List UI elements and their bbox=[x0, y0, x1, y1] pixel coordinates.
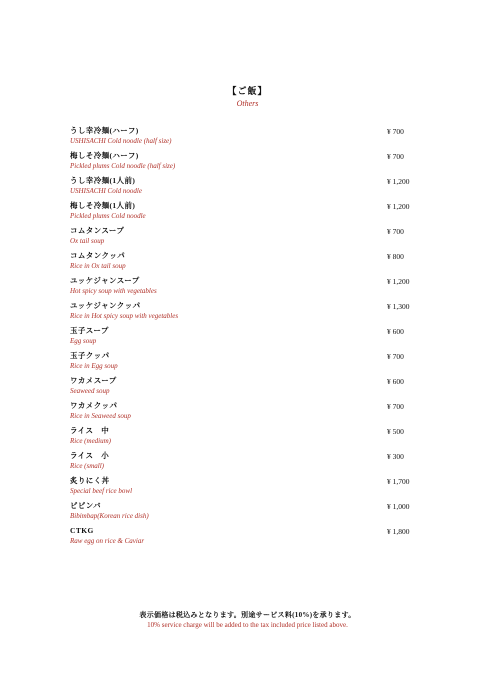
item-name-jp: ワカメスープ bbox=[70, 376, 117, 385]
item-name-en: USHISACHI Cold noodle bbox=[70, 187, 142, 195]
item-name-jp: ワカメクッパ bbox=[70, 401, 118, 410]
item-name-jp: コムタンスープ bbox=[70, 226, 125, 235]
menu-item bbox=[70, 376, 420, 401]
item-price: ¥ 500 bbox=[387, 427, 404, 436]
menu-item bbox=[70, 526, 420, 551]
footer-note bbox=[0, 610, 495, 630]
section-title-en: Others bbox=[236, 99, 259, 108]
menu-item bbox=[70, 476, 420, 501]
menu-item bbox=[70, 351, 420, 376]
item-price: ¥ 600 bbox=[387, 327, 404, 336]
item-price: ¥ 800 bbox=[387, 252, 404, 261]
menu-list bbox=[70, 126, 420, 551]
item-price: ¥ 700 bbox=[387, 127, 404, 136]
tax-note-jp: 表示価格は税込みとなります。別途サービス料(10%)を承ります。 bbox=[139, 611, 356, 619]
item-name-en: Rice (medium) bbox=[70, 437, 112, 445]
item-price: ¥ 700 bbox=[387, 227, 404, 236]
item-name-jp: ライス 中 bbox=[70, 426, 110, 435]
item-price: ¥ 1,200 bbox=[387, 277, 410, 286]
section-title-jp: 【ご飯】 bbox=[227, 86, 268, 96]
item-name-jp: 梅しそ冷麺(1人前) bbox=[70, 201, 136, 210]
item-name-en: Special beef rice bowl bbox=[70, 487, 133, 495]
item-name-jp: ビビンバ bbox=[70, 501, 102, 510]
menu-header bbox=[0, 86, 495, 109]
item-price: ¥ 1,000 bbox=[387, 502, 410, 511]
menu-item bbox=[70, 451, 420, 476]
item-name-jp: ライス 小 bbox=[70, 451, 110, 460]
item-name-jp: ユッケジャンクッパ bbox=[70, 301, 141, 310]
item-name-jp: ユッケジャンスープ bbox=[70, 276, 140, 285]
service-charge-note-en: 10% service charge will be added to the tax included price listed above. bbox=[147, 621, 348, 629]
item-price: ¥ 700 bbox=[387, 152, 404, 161]
item-price: ¥ 600 bbox=[387, 377, 404, 386]
item-name-jp: 玉子スープ bbox=[70, 326, 109, 335]
item-price: ¥ 700 bbox=[387, 402, 404, 411]
item-name-en: Ox tail soup bbox=[70, 237, 105, 245]
item-name-en: USHISACHI Cold noodle (half size) bbox=[70, 137, 172, 145]
item-name-en: Pickled plums Cold noodle bbox=[70, 212, 146, 220]
item-name-en: Hot spicy soup with vegetables bbox=[70, 287, 157, 295]
menu-item bbox=[70, 326, 420, 351]
item-price: ¥ 300 bbox=[387, 452, 404, 461]
item-name-en: Bibimbap(Korean rice dish) bbox=[70, 512, 149, 520]
menu-item bbox=[70, 276, 420, 301]
item-price: ¥ 1,800 bbox=[387, 527, 410, 536]
item-name-en: Rice in Egg soup bbox=[70, 362, 118, 370]
item-name-jp: うし幸冷麺(ハーフ) bbox=[70, 126, 139, 135]
menu-item bbox=[70, 126, 420, 151]
menu-item bbox=[70, 426, 420, 451]
menu-item bbox=[70, 401, 420, 426]
item-name-en: Rice in Hot spicy soup with vegetables bbox=[70, 312, 179, 320]
item-price: ¥ 1,700 bbox=[387, 477, 410, 486]
menu-item bbox=[70, 251, 420, 276]
item-price: ¥ 1,200 bbox=[387, 177, 410, 186]
item-name-en: Rice in Seaweed soup bbox=[70, 412, 131, 420]
item-name-en: Pickled plums Cold noodle (half size) bbox=[70, 162, 176, 170]
menu-item bbox=[70, 501, 420, 526]
item-price: ¥ 1,200 bbox=[387, 202, 410, 211]
menu-item bbox=[70, 151, 420, 176]
item-name-jp: うし幸冷麺(1人前) bbox=[70, 176, 136, 185]
item-name-en: Rice (small) bbox=[70, 462, 105, 470]
item-name-en: Egg soup bbox=[70, 337, 97, 345]
menu-item bbox=[70, 176, 420, 201]
item-name-en: Raw egg on rice & Caviar bbox=[70, 537, 145, 545]
item-name-en: Rice in Ox tail soup bbox=[70, 262, 126, 270]
item-name-jp: CTKG bbox=[70, 526, 94, 535]
menu-item bbox=[70, 201, 420, 226]
menu-item bbox=[70, 226, 420, 251]
item-price: ¥ 700 bbox=[387, 352, 404, 361]
menu-item bbox=[70, 301, 420, 326]
item-name-jp: 玉子クッパ bbox=[70, 351, 110, 360]
item-name-jp: 梅しそ冷麺(ハーフ) bbox=[70, 151, 139, 160]
item-name-jp: コムタンクッパ bbox=[70, 251, 126, 260]
item-name-jp: 炙りにく丼 bbox=[70, 476, 110, 485]
item-name-en: Seaweed soup bbox=[70, 387, 110, 395]
item-price: ¥ 1,300 bbox=[387, 302, 410, 311]
